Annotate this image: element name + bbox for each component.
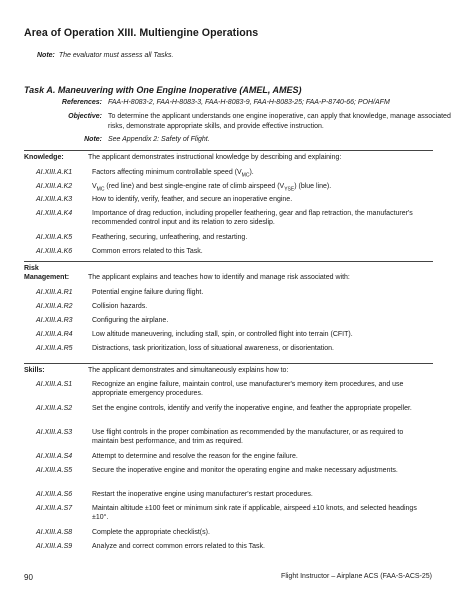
element-text: Analyze and correct common errors related to this Task. xyxy=(92,543,266,550)
element-code: AI.XIII.A.S6 xyxy=(36,491,73,498)
element-text: Complete the appropriate checklist(s). xyxy=(92,529,210,536)
element-code: AI.XIII.A.K1 xyxy=(36,169,73,176)
task-note-label: Note: xyxy=(84,136,102,143)
knowledge-intro: The applicant demonstrates instructional knowledge by describing and explaining: xyxy=(88,154,342,161)
risk-intro: The applicant explains and teaches how to identify and manage risk associated with: xyxy=(88,274,350,281)
element-text: Secure the inoperative engine and monitor the operating engine and make necessary adjustments. xyxy=(92,467,398,474)
objective-text: To determine the applicant understands one engine inoperative, can apply that knowledge, manage associated risks, demonstrate appropriate skills, and provide effective instruction. xyxy=(108,113,451,130)
element-code: AI.XIII.A.S1 xyxy=(36,381,73,388)
risk-divider xyxy=(24,261,433,262)
references-row xyxy=(24,98,454,108)
task-note-text: See Appendix 2: Safety of Flight. xyxy=(108,136,210,143)
element-code: AI.XIII.A.K3 xyxy=(36,196,73,203)
task-note-row xyxy=(24,135,454,145)
skills-divider xyxy=(24,363,433,364)
element-text: $V_{MC}$ (red line) and best single-engine rate of climb airspeed $(V_{YSE})$ (blue line). xyxy=(92,183,332,193)
element-text: How to identify, verify, feather, and secure an inoperative engine. xyxy=(92,196,293,203)
element-text: Collision hazards. xyxy=(92,303,148,310)
element-text: Maintain altitude ±100 feet or minimum sink rate if applicable, airspeed ±10 knots, and selected headings ±10°. xyxy=(92,505,417,521)
element-code: AI.XIII.A.S9 xyxy=(36,543,73,550)
objective-row xyxy=(24,112,454,132)
objective-label: Objective: xyxy=(68,113,102,120)
area-note-text: The evaluator must assess all Tasks. xyxy=(58,52,174,59)
element-text: Feathering, securing, unfeathering, and restarting. xyxy=(92,234,248,241)
element-code: AI.XIII.A.K5 xyxy=(36,234,73,241)
area-note xyxy=(37,52,173,59)
element-text: Factors affecting minimum controllable speed $(V_{MC})$. xyxy=(92,169,254,179)
element-code: AI.XIII.A.R4 xyxy=(36,331,73,338)
risk-label-line2: Management: xyxy=(24,274,70,281)
footer-doc-title: Flight Instructor – Airplane ACS (FAA-S-ACS-25) xyxy=(281,573,432,580)
element-text: Low altitude maneuvering, including stall, spin, or controlled flight into terrain (CFIT). xyxy=(92,331,353,338)
knowledge-divider xyxy=(24,150,433,151)
element-code: AI.XIII.A.R1 xyxy=(36,289,73,296)
element-text: Configuring the airplane. xyxy=(92,317,169,324)
element-text: Recognize an engine failure, maintain control, use manufacturer's memory item procedures, and use appropriate emergency procedures. xyxy=(92,381,404,397)
page-number: 90 xyxy=(24,573,33,582)
element-code: AI.XIII.A.K2 xyxy=(36,183,73,190)
element-text: Importance of drag reduction, including propeller feathering, gear and flap retraction, the manufacturer's recommended control input and its relation to zero sideslip. xyxy=(92,210,413,226)
element-code: AI.XIII.A.K6 xyxy=(36,248,73,255)
element-text: Potential engine failure during flight. xyxy=(92,289,204,296)
element-code: AI.XIII.A.S8 xyxy=(36,529,73,536)
element-text: Attempt to determine and resolve the reason for the engine failure. xyxy=(92,453,298,460)
references-label: References: xyxy=(61,99,102,106)
skills-label: Skills: xyxy=(24,367,45,374)
skills-intro: The applicant demonstrates and simultaneously explains how to: xyxy=(88,367,289,374)
element-text: Use flight controls in the proper combination as recommended by the manufacturer, or as required to maintain best performance, and trim as required. xyxy=(92,429,404,445)
element-code: AI.XIII.A.S5 xyxy=(36,467,73,474)
task-title: Task A. Maneuvering with One Engine Inoperative (AMEL, AMES) xyxy=(24,85,302,95)
element-code: AI.XIII.A.S4 xyxy=(36,453,73,460)
element-text: Restart the inoperative engine using manufacturer's restart procedures. xyxy=(92,491,313,498)
element-text: Distractions, task prioritization, loss of situational awareness, or disorientation. xyxy=(92,345,334,352)
element-code: AI.XIII.A.K4 xyxy=(36,210,73,217)
element-code: AI.XIII.A.R3 xyxy=(36,317,73,324)
element-code: AI.XIII.A.R2 xyxy=(36,303,73,310)
references-text: FAA-H-8083-2, FAA-H-8083-3, FAA-H-8083-9, FAA-H-8083-25; FAA-P-8740-66; POH/AFM xyxy=(108,99,390,106)
risk-label-line1: Risk xyxy=(24,265,39,272)
element-code: AI.XIII.A.R5 xyxy=(36,345,73,352)
element-text: Common errors related to this Task. xyxy=(92,248,203,255)
area-title: Area of Operation XIII. Multiengine Operations xyxy=(24,27,259,39)
knowledge-label: Knowledge: xyxy=(24,154,64,161)
element-text: Set the engine controls, identify and verify the inoperative engine, and feather the appropriate propeller. xyxy=(92,405,412,412)
element-code: AI.XIII.A.S3 xyxy=(36,429,73,436)
element-code: AI.XIII.A.S7 xyxy=(36,505,73,512)
area-note-label: Note: xyxy=(37,52,55,59)
element-code: AI.XIII.A.S2 xyxy=(36,405,73,412)
